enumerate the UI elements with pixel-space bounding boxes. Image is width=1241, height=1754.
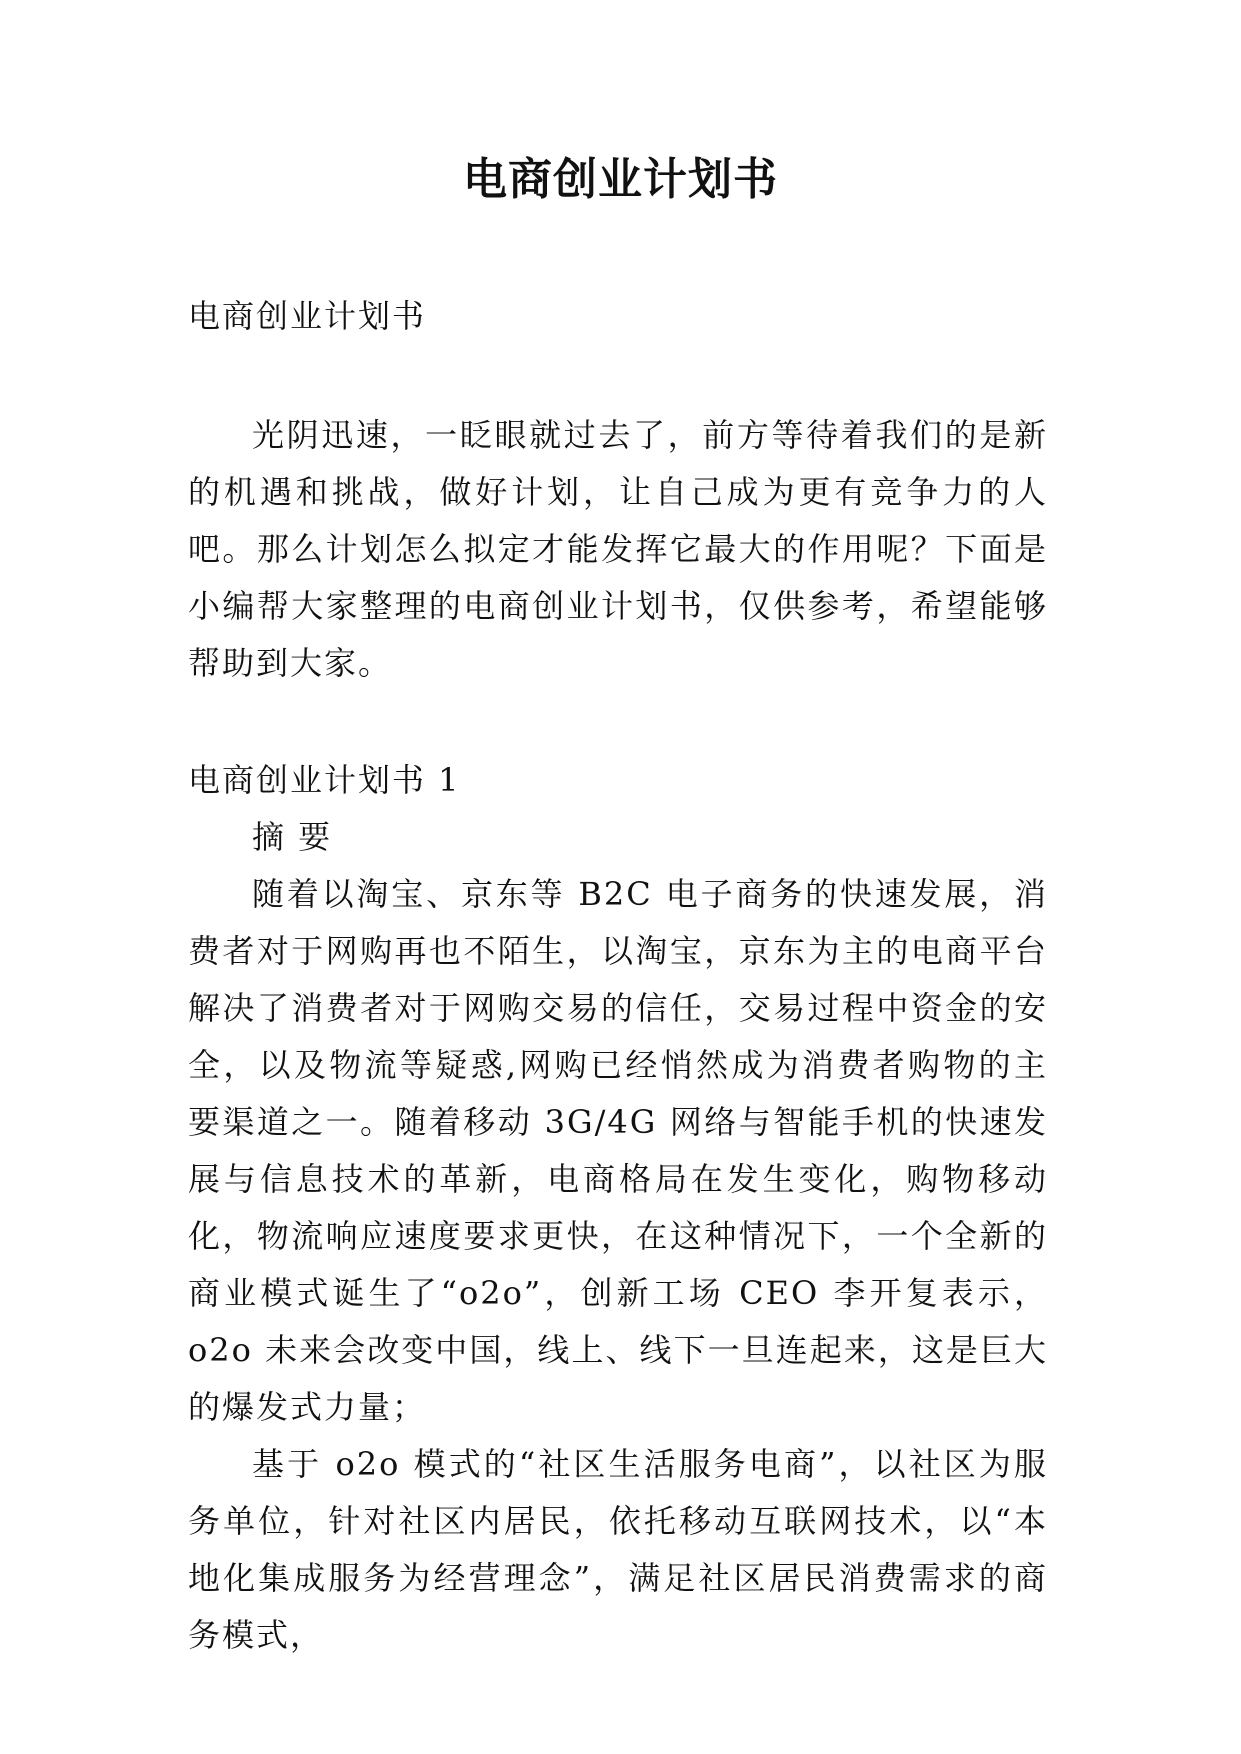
section-heading: 电商创业计划书 1 <box>188 761 461 799</box>
body-paragraph-2: 基于 o2o 模式的“社区生活服务电商”，以社区为服务单位，针对社区内居民，依托移动互联网技术，以“本地化集成服务为经营理念”，满足社区居民消费需求的商务模式， <box>188 1445 1048 1654</box>
document-subtitle: 电商创业计划书 <box>188 297 427 335</box>
abstract-label: 摘 要 <box>252 818 333 856</box>
document-body <box>188 288 1048 1664</box>
intro-paragraph: 光阴迅速，一眨眼就过去了，前方等待着我们的是新的机遇和挑战，做好计划，让自己成为更有竞争力的人吧。那么计划怎么拟定才能发挥它最大的作用呢？下面是小编帮大家整理的电商创业计划书，仅供参考，希望能够帮助到大家。 <box>188 416 1048 682</box>
body-paragraph-1: 随着以淘宝、京东等 B2C 电子商务的快速发展，消费者对于网购再也不陌生，以淘宝，京东为主的电商平台解决了消费者对于网购交易的信任，交易过程中资金的安全，以及物流等疑惑,网购已经悄然成为消费者购物的主要渠道之一。随着移动 3G/4G 网络与智能手机的快速发展与信息技术的革新，电商格局在发生变化，购物移动化，物流响应速度要求更快，在这种情况下，一个全新的商业模式诞生了“o2o”，创新工场 CEO 李开复表示，o2o 未来会改变中国，线上、线下一旦连起来，这是巨大的爆发式力量； <box>188 875 1048 1426</box>
document-title: 电商创业计划书 <box>463 154 778 205</box>
